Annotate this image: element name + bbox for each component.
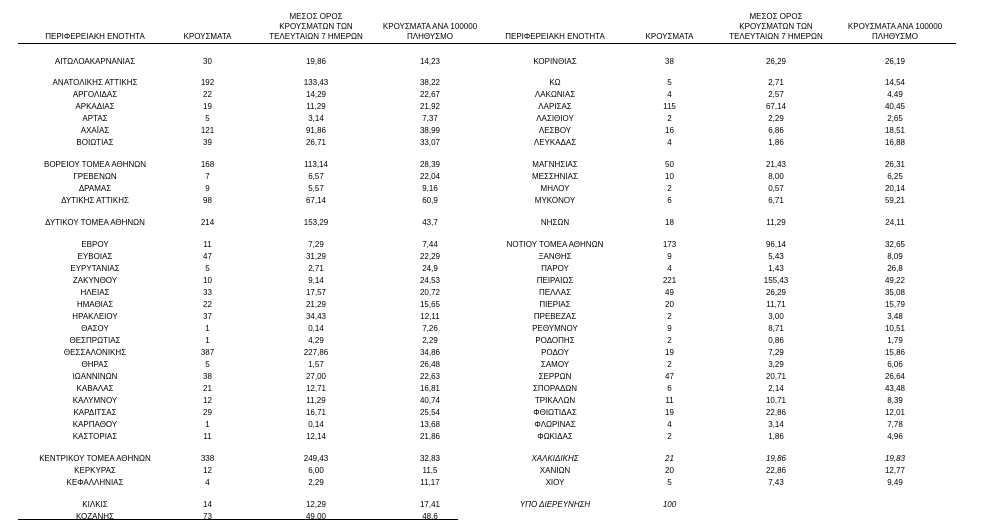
- right-cases-cell: 2: [667, 114, 672, 123]
- left-region-cell: ΗΡΑΚΛΕΙΟΥ: [72, 312, 118, 321]
- left-region-cell: ΚΙΛΚΙΣ: [82, 500, 108, 509]
- right-per100k-cell: 1,79: [887, 336, 903, 345]
- right-region-cell: ΜΑΓΝΗΣΙΑΣ: [532, 160, 578, 169]
- left-per100k-cell: 33,07: [419, 138, 441, 147]
- left-per100k-cell: 12,11: [420, 312, 440, 321]
- left-avg7-cell: 11,29: [306, 396, 326, 405]
- right-cases-cell: 19: [665, 408, 674, 417]
- left-region-cell: ΚΕΝΤΡΙΚΟΥ ΤΟΜΕΑ ΑΘΗΝΩΝ: [39, 454, 151, 463]
- left-per100k-cell: 22,04: [419, 172, 441, 181]
- right-per100k-cell: 40,45: [884, 102, 906, 111]
- right-cases-cell: 100: [662, 500, 677, 509]
- right-region-cell: ΞΑΝΘΗΣ: [538, 252, 572, 261]
- header-avg7-left: ΜΕΣΟΣ ΟΡΟΣ ΚΡΟΥΣΜΑΤΩΝ ΤΩΝ ΤΕΛΕΥΤΑΙΩΝ 7 ΗΜΕΡΩΝ: [269, 12, 363, 41]
- left-region-cell: ΕΥΒΟΙΑΣ: [77, 252, 113, 261]
- left-avg7-cell: 2,71: [308, 264, 324, 273]
- right-region-cell: ΧΙΟΥ: [545, 478, 565, 487]
- right-region-cell: ΤΡΙΚΑΛΩΝ: [534, 396, 576, 405]
- right-per100k-cell: 4,96: [887, 432, 903, 441]
- right-region-cell: ΠΙΕΡΙΑΣ: [539, 300, 571, 309]
- left-avg7-cell: 12,71: [305, 384, 327, 393]
- right-avg7-cell: 20,71: [765, 372, 787, 381]
- right-per100k-cell: 16,88: [884, 138, 906, 147]
- left-cases-cell: 21: [203, 384, 212, 393]
- right-cases-cell: 9: [667, 252, 672, 261]
- left-avg7-cell: 5,57: [308, 184, 324, 193]
- right-cases-cell: 18: [665, 218, 674, 227]
- right-avg7-cell: 21,43: [765, 160, 787, 169]
- left-per100k-cell: 11,5: [422, 466, 438, 475]
- left-region-cell: ΚΕΡΚΥΡΑΣ: [74, 466, 116, 475]
- right-cases-cell: 20: [665, 466, 674, 475]
- left-per100k-cell: 7,26: [422, 324, 438, 333]
- right-region-cell: ΠΑΡΟΥ: [541, 264, 569, 273]
- right-region-cell: ΡΟΔΟΥ: [541, 348, 569, 357]
- right-per100k-cell: 9,49: [887, 478, 903, 487]
- right-region-cell: ΜΥΚΟΝΟΥ: [534, 196, 576, 205]
- right-per100k-cell: 24,11: [885, 218, 905, 227]
- right-avg7-cell: 67,14: [765, 102, 787, 111]
- right-avg7-cell: 22,86: [765, 466, 787, 475]
- left-cases-cell: 22: [203, 90, 212, 99]
- left-avg7-cell: 19,86: [305, 57, 327, 66]
- right-cases-cell: 173: [662, 240, 677, 249]
- left-per100k-cell: 16,81: [419, 384, 441, 393]
- left-avg7-cell: 133,43: [303, 78, 329, 87]
- right-region-cell: ΚΩ: [549, 78, 561, 87]
- right-per100k-cell: 2,65: [887, 114, 903, 123]
- right-per100k-cell: 49,22: [884, 276, 906, 285]
- right-per100k-cell: 7,78: [887, 420, 903, 429]
- left-cases-cell: 12: [203, 396, 212, 405]
- left-avg7-cell: 6,57: [308, 172, 324, 181]
- right-per100k-cell: 26,19: [884, 57, 906, 66]
- left-cases-cell: 4: [205, 478, 210, 487]
- left-per100k-cell: 22,67: [419, 90, 441, 99]
- right-per100k-cell: 43,48: [884, 384, 906, 393]
- right-cases-cell: 2: [667, 336, 672, 345]
- right-region-cell: ΣΕΡΡΩΝ: [538, 372, 572, 381]
- left-cases-cell: 7: [205, 172, 210, 181]
- right-region-cell: ΡΟΔΟΠΗΣ: [535, 336, 575, 345]
- right-region-cell: ΦΛΩΡΙΝΑΣ: [534, 420, 576, 429]
- left-region-cell: ΚΑΒΑΛΑΣ: [76, 384, 114, 393]
- right-cases-cell: 4: [667, 138, 672, 147]
- header-cases-right: ΚΡΟΥΣΜΑΤΑ: [645, 32, 694, 41]
- right-per100k-cell: 14,54: [884, 78, 906, 87]
- right-per100k-cell: 12,01: [884, 408, 906, 417]
- left-per100k-cell: 20,72: [419, 288, 441, 297]
- right-avg7-cell: 26,29: [765, 57, 787, 66]
- right-avg7-cell: 96,14: [765, 240, 787, 249]
- left-avg7-cell: 2,29: [308, 478, 324, 487]
- right-region-cell: ΣΠΟΡΑΔΩΝ: [532, 384, 578, 393]
- right-region-cell: ΠΕΙΡΑΙΩΣ: [536, 276, 574, 285]
- left-region-cell: ΔΡΑΜΑΣ: [78, 184, 112, 193]
- left-cases-cell: 98: [203, 196, 212, 205]
- left-cases-cell: 47: [203, 252, 212, 261]
- left-per100k-cell: 2,29: [422, 336, 438, 345]
- header-region-right: ΠΕΡΙΦΕΡΕΙΑΚΗ ΕΝΟΤΗΤΑ: [505, 32, 605, 41]
- left-region-cell: ΕΥΡΥΤΑΝΙΑΣ: [70, 264, 120, 273]
- right-cases-cell: 49: [665, 288, 674, 297]
- right-avg7-cell: 6,86: [768, 126, 784, 135]
- right-per100k-cell: 8,39: [887, 396, 903, 405]
- right-per100k-cell: 12,77: [884, 466, 906, 475]
- right-avg7-cell: 6,71: [768, 196, 784, 205]
- left-per100k-cell: 9,16: [422, 184, 438, 193]
- left-avg7-cell: 31,29: [305, 252, 327, 261]
- right-avg7-cell: 3,00: [768, 312, 784, 321]
- left-region-cell: ΑΙΤΩΛΟΑΚΑΡΝΑΝΙΑΣ: [54, 57, 136, 66]
- right-region-cell: ΛΑΣΙΘΙΟΥ: [536, 114, 574, 123]
- left-cases-cell: 1: [205, 420, 210, 429]
- right-region-cell: ΦΘΙΩΤΙΔΑΣ: [533, 408, 577, 417]
- right-per100k-cell: 6,25: [887, 172, 903, 181]
- left-per100k-cell: 21,92: [419, 102, 441, 111]
- left-avg7-cell: 7,29: [308, 240, 324, 249]
- left-per100k-cell: 7,37: [422, 114, 438, 123]
- right-avg7-cell: 11,71: [766, 300, 786, 309]
- right-per100k-cell: 15,86: [884, 348, 906, 357]
- left-per100k-cell: 13,68: [419, 420, 441, 429]
- right-avg7-cell: 7,29: [768, 348, 784, 357]
- right-cases-cell: 19: [665, 348, 674, 357]
- right-avg7-cell: 0,57: [768, 184, 784, 193]
- right-cases-cell: 115: [663, 102, 676, 111]
- right-per100k-cell: 32,65: [884, 240, 906, 249]
- right-cases-cell: 5: [667, 478, 672, 487]
- left-avg7-cell: 1,57: [308, 360, 324, 369]
- left-avg7-cell: 26,71: [305, 138, 327, 147]
- right-cases-cell: 10: [665, 172, 674, 181]
- left-avg7-cell: 4,29: [308, 336, 324, 345]
- right-region-cell: ΛΑΚΩΝΙΑΣ: [534, 90, 576, 99]
- left-per100k-cell: 43,7: [422, 218, 438, 227]
- left-region-cell: ΑΡΤΑΣ: [82, 114, 108, 123]
- left-per100k-cell: 34,86: [419, 348, 441, 357]
- left-avg7-cell: 21,29: [305, 300, 327, 309]
- left-avg7-cell: 3,14: [308, 114, 324, 123]
- left-per100k-cell: 21,86: [419, 432, 441, 441]
- left-per100k-cell: 28,39: [419, 160, 441, 169]
- right-cases-cell: 50: [665, 160, 674, 169]
- right-cases-cell: 2: [667, 432, 672, 441]
- left-cases-cell: 11: [203, 432, 212, 441]
- left-per100k-cell: 22,29: [419, 252, 441, 261]
- right-per100k-cell: 15,79: [884, 300, 906, 309]
- right-region-cell: ΦΩΚΙΔΑΣ: [537, 432, 573, 441]
- left-per100k-cell: 17,41: [419, 500, 441, 509]
- left-region-cell: ΘΕΣΠΡΩΤΙΑΣ: [69, 336, 121, 345]
- left-region-cell: ΙΩΑΝΝΙΝΩΝ: [72, 372, 118, 381]
- left-per100k-cell: 7,44: [422, 240, 438, 249]
- left-region-cell: ΑΧΑΪΑΣ: [80, 126, 110, 135]
- left-cases-cell: 22: [203, 300, 212, 309]
- right-avg7-cell: 7,43: [768, 478, 784, 487]
- left-per100k-cell: 22,63: [419, 372, 441, 381]
- left-region-cell: ΕΒΡΟΥ: [81, 240, 109, 249]
- right-avg7-cell: 3,29: [768, 360, 784, 369]
- right-per100k-cell: 20,14: [884, 184, 906, 193]
- left-avg7-cell: 9,14: [308, 276, 324, 285]
- left-region-cell: ΓΡΕΒΕΝΩΝ: [73, 172, 117, 181]
- left-avg7-cell: 14,29: [305, 90, 327, 99]
- left-per100k-cell: 26,48: [419, 360, 441, 369]
- left-per100k-cell: 40,74: [419, 396, 441, 405]
- right-per100k-cell: 26,8: [887, 264, 903, 273]
- left-avg7-cell: 12,29: [305, 500, 327, 509]
- right-avg7-cell: 1,43: [768, 264, 784, 273]
- left-region-cell: ΚΑΣΤΟΡΙΑΣ: [72, 432, 118, 441]
- left-per100k-cell: 24,53: [419, 276, 441, 285]
- right-region-cell: ΜΕΣΣΗΝΙΑΣ: [532, 172, 578, 181]
- left-per100k-cell: 14,23: [419, 57, 441, 66]
- left-cases-cell: 33: [203, 288, 212, 297]
- left-region-cell: ΚΑΡΔΙΤΣΑΣ: [73, 408, 117, 417]
- left-avg7-cell: 16,71: [305, 408, 327, 417]
- left-avg7-cell: 12,14: [305, 432, 327, 441]
- left-cases-cell: 5: [205, 114, 210, 123]
- left-cases-cell: 19: [203, 102, 212, 111]
- left-cases-cell: 214: [200, 218, 215, 227]
- left-region-cell: ΚΟΖΑΝΗΣ: [75, 512, 115, 521]
- left-cases-cell: 73: [203, 512, 212, 521]
- left-cases-cell: 29: [203, 408, 212, 417]
- left-per100k-cell: 32,83: [419, 454, 441, 463]
- right-region-cell: ΧΑΛΚΙΔΙΚΗΣ: [531, 454, 579, 463]
- right-avg7-cell: 5,43: [768, 252, 784, 261]
- left-avg7-cell: 249,43: [303, 454, 329, 463]
- left-avg7-cell: 34,43: [305, 312, 327, 321]
- right-avg7-cell: 11,29: [766, 218, 786, 227]
- right-region-cell: ΝΗΣΩΝ: [540, 218, 570, 227]
- left-per100k-cell: 15,65: [419, 300, 441, 309]
- left-avg7-cell: 153,29: [303, 218, 329, 227]
- left-cases-cell: 39: [203, 138, 212, 147]
- left-cases-cell: 5: [205, 360, 210, 369]
- left-avg7-cell: 17,57: [305, 288, 327, 297]
- left-avg7-cell: 11,29: [306, 102, 326, 111]
- right-cases-cell: 6: [667, 384, 672, 393]
- left-cases-cell: 1: [205, 336, 210, 345]
- header-per100k-left: ΚΡΟΥΣΜΑΤΑ ΑΝΑ 100000 ΠΛΗΘΥΣΜΟ: [382, 22, 478, 41]
- right-cases-cell: 9: [667, 324, 672, 333]
- left-per100k-cell: 25,54: [419, 408, 441, 417]
- left-cases-cell: 11: [203, 240, 212, 249]
- left-region-cell: ΑΡΓΟΛΙΔΑΣ: [72, 90, 118, 99]
- header-per100k-right: ΚΡΟΥΣΜΑΤΑ ΑΝΑ 100000 ΠΛΗΘΥΣΜΟ: [847, 22, 943, 41]
- header-cases-left: ΚΡΟΥΣΜΑΤΑ: [183, 32, 232, 41]
- left-region-cell: ΖΑΚΥΝΘΟΥ: [72, 276, 118, 285]
- right-avg7-cell: 1,86: [768, 432, 784, 441]
- left-cases-cell: 338: [200, 454, 215, 463]
- left-cases-cell: 168: [200, 160, 215, 169]
- left-cases-cell: 387: [200, 348, 215, 357]
- right-region-cell: ΛΕΥΚΑΔΑΣ: [533, 138, 577, 147]
- right-cases-cell: 5: [667, 78, 672, 87]
- right-region-cell: ΡΕΘΥΜΝΟΥ: [532, 324, 578, 333]
- left-region-cell: ΑΝΑΤΟΛΙΚΗΣ ΑΤΤΙΚΗΣ: [52, 78, 138, 87]
- left-cases-cell: 30: [203, 57, 212, 66]
- right-region-cell: ΣΑΜΟΥ: [540, 360, 570, 369]
- left-cases-cell: 1: [205, 324, 210, 333]
- left-cases-cell: 121: [200, 126, 215, 135]
- right-per100k-cell: 35,08: [884, 288, 906, 297]
- left-region-cell: ΚΑΛΥΜΝΟΥ: [72, 396, 118, 405]
- right-cases-cell: 4: [667, 90, 672, 99]
- right-cases-cell: 38: [665, 57, 674, 66]
- right-cases-cell: 16: [665, 126, 674, 135]
- left-per100k-cell: 60,9: [422, 196, 438, 205]
- left-cases-cell: 192: [200, 78, 215, 87]
- right-avg7-cell: 2,57: [768, 90, 784, 99]
- left-avg7-cell: 0,14: [308, 420, 324, 429]
- right-avg7-cell: 26,29: [765, 288, 787, 297]
- right-cases-cell: 2: [667, 312, 672, 321]
- right-avg7-cell: 2,29: [768, 114, 784, 123]
- right-per100k-cell: 26,31: [884, 160, 906, 169]
- left-region-cell: ΔΥΤΙΚΟΥ ΤΟΜΕΑ ΑΘΗΝΩΝ: [45, 218, 145, 227]
- right-region-cell: ΚΟΡΙΝΘΙΑΣ: [533, 57, 577, 66]
- right-region-cell: ΛΕΣΒΟΥ: [538, 126, 572, 135]
- right-cases-cell: 6: [667, 196, 672, 205]
- header-avg7-right: ΜΕΣΟΣ ΟΡΟΣ ΚΡΟΥΣΜΑΤΩΝ ΤΩΝ ΤΕΛΕΥΤΑΙΩΝ 7 ΗΜΕΡΩΝ: [729, 12, 823, 41]
- left-cases-cell: 10: [203, 276, 212, 285]
- right-cases-cell: 2: [667, 184, 672, 193]
- right-per100k-cell: 8,09: [887, 252, 903, 261]
- left-region-cell: ΘΕΣΣΑΛΟΝΙΚΗΣ: [63, 348, 127, 357]
- left-avg7-cell: 27,00: [305, 372, 327, 381]
- right-avg7-cell: 10,71: [765, 396, 787, 405]
- right-cases-cell: 4: [667, 420, 672, 429]
- left-cases-cell: 5: [205, 264, 210, 273]
- right-cases-cell: 2: [667, 360, 672, 369]
- right-cases-cell: 221: [662, 276, 677, 285]
- right-region-cell: ΠΡΕΒΕΖΑΣ: [533, 312, 577, 321]
- left-cases-cell: 14: [203, 500, 212, 509]
- right-region-cell: ΝΟΤΙΟΥ ΤΟΜΕΑ ΑΘΗΝΩΝ: [506, 240, 604, 249]
- right-avg7-cell: 8,00: [768, 172, 784, 181]
- right-region-cell: ΧΑΝΙΩΝ: [539, 466, 571, 475]
- left-region-cell: ΘΑΣΟΥ: [81, 324, 109, 333]
- left-avg7-cell: 113,14: [304, 160, 328, 169]
- right-per100k-cell: 19,83: [884, 454, 906, 463]
- right-avg7-cell: 2,71: [768, 78, 784, 87]
- right-per100k-cell: 18,51: [884, 126, 906, 135]
- left-avg7-cell: 67,14: [305, 196, 327, 205]
- left-region-cell: ΗΜΑΘΙΑΣ: [76, 300, 114, 309]
- right-avg7-cell: 8,71: [768, 324, 784, 333]
- left-avg7-cell: 6,00: [308, 466, 324, 475]
- left-per100k-cell: 38,22: [419, 78, 441, 87]
- left-region-cell: ΔΥΤΙΚΗΣ ΑΤΤΙΚΗΣ: [61, 196, 129, 205]
- right-avg7-cell: 0,86: [768, 336, 784, 345]
- right-region-cell: ΠΕΛΛΑΣ: [538, 288, 572, 297]
- left-per100k-cell: 11,17: [420, 478, 440, 487]
- left-cases-cell: 38: [203, 372, 212, 381]
- left-region-cell: ΑΡΚΑΔΙΑΣ: [75, 102, 115, 111]
- right-avg7-cell: 155,43: [763, 276, 789, 285]
- right-region-cell: ΥΠΟ ΔΙΕΡΕΥΝΗΣΗ: [519, 500, 591, 509]
- left-avg7-cell: 0,14: [308, 324, 324, 333]
- left-region-cell: ΒΟΙΩΤΙΑΣ: [76, 138, 114, 147]
- right-per100k-cell: 10,51: [884, 324, 906, 333]
- left-region-cell: ΚΑΡΠΑΘΟΥ: [72, 420, 118, 429]
- right-per100k-cell: 4,49: [887, 90, 903, 99]
- right-region-cell: ΛΑΡΙΣΑΣ: [538, 102, 572, 111]
- right-region-cell: ΜΗΛΟΥ: [540, 184, 570, 193]
- right-per100k-cell: 3,48: [887, 312, 903, 321]
- left-per100k-cell: 38,99: [419, 126, 441, 135]
- left-avg7-cell: 91,86: [305, 126, 327, 135]
- right-per100k-cell: 6,06: [887, 360, 903, 369]
- right-avg7-cell: 19,86: [765, 454, 787, 463]
- right-cases-cell: 4: [667, 264, 672, 273]
- left-region-cell: ΚΕΦΑΛΛΗΝΙΑΣ: [66, 478, 124, 487]
- right-avg7-cell: 2,14: [768, 384, 784, 393]
- left-avg7-cell: 49,00: [305, 512, 327, 521]
- right-cases-cell: 47: [665, 372, 674, 381]
- right-cases-cell: 21: [665, 454, 674, 463]
- right-cases-cell: 20: [665, 300, 674, 309]
- right-per100k-cell: 26,64: [884, 372, 906, 381]
- left-region-cell: ΒΟΡΕΙΟΥ ΤΟΜΕΑ ΑΘΗΝΩΝ: [43, 160, 147, 169]
- right-cases-cell: 11: [665, 396, 674, 405]
- left-cases-cell: 37: [203, 312, 212, 321]
- right-avg7-cell: 1,86: [768, 138, 784, 147]
- header-divider: [18, 43, 956, 44]
- left-avg7-cell: 227,86: [303, 348, 329, 357]
- right-avg7-cell: 3,14: [768, 420, 784, 429]
- right-per100k-cell: 59,21: [884, 196, 906, 205]
- left-cases-cell: 12: [203, 466, 212, 475]
- left-per100k-cell: 48,6: [422, 512, 438, 521]
- left-region-cell: ΘΗΡΑΣ: [81, 360, 109, 369]
- right-avg7-cell: 22,86: [765, 408, 787, 417]
- left-per100k-cell: 24,9: [422, 264, 438, 273]
- left-region-cell: ΗΛΕΙΑΣ: [80, 288, 110, 297]
- header-region-left: ΠΕΡΙΦΕΡΕΙΑΚΗ ΕΝΟΤΗΤΑ: [45, 32, 145, 41]
- left-cases-cell: 9: [205, 184, 210, 193]
